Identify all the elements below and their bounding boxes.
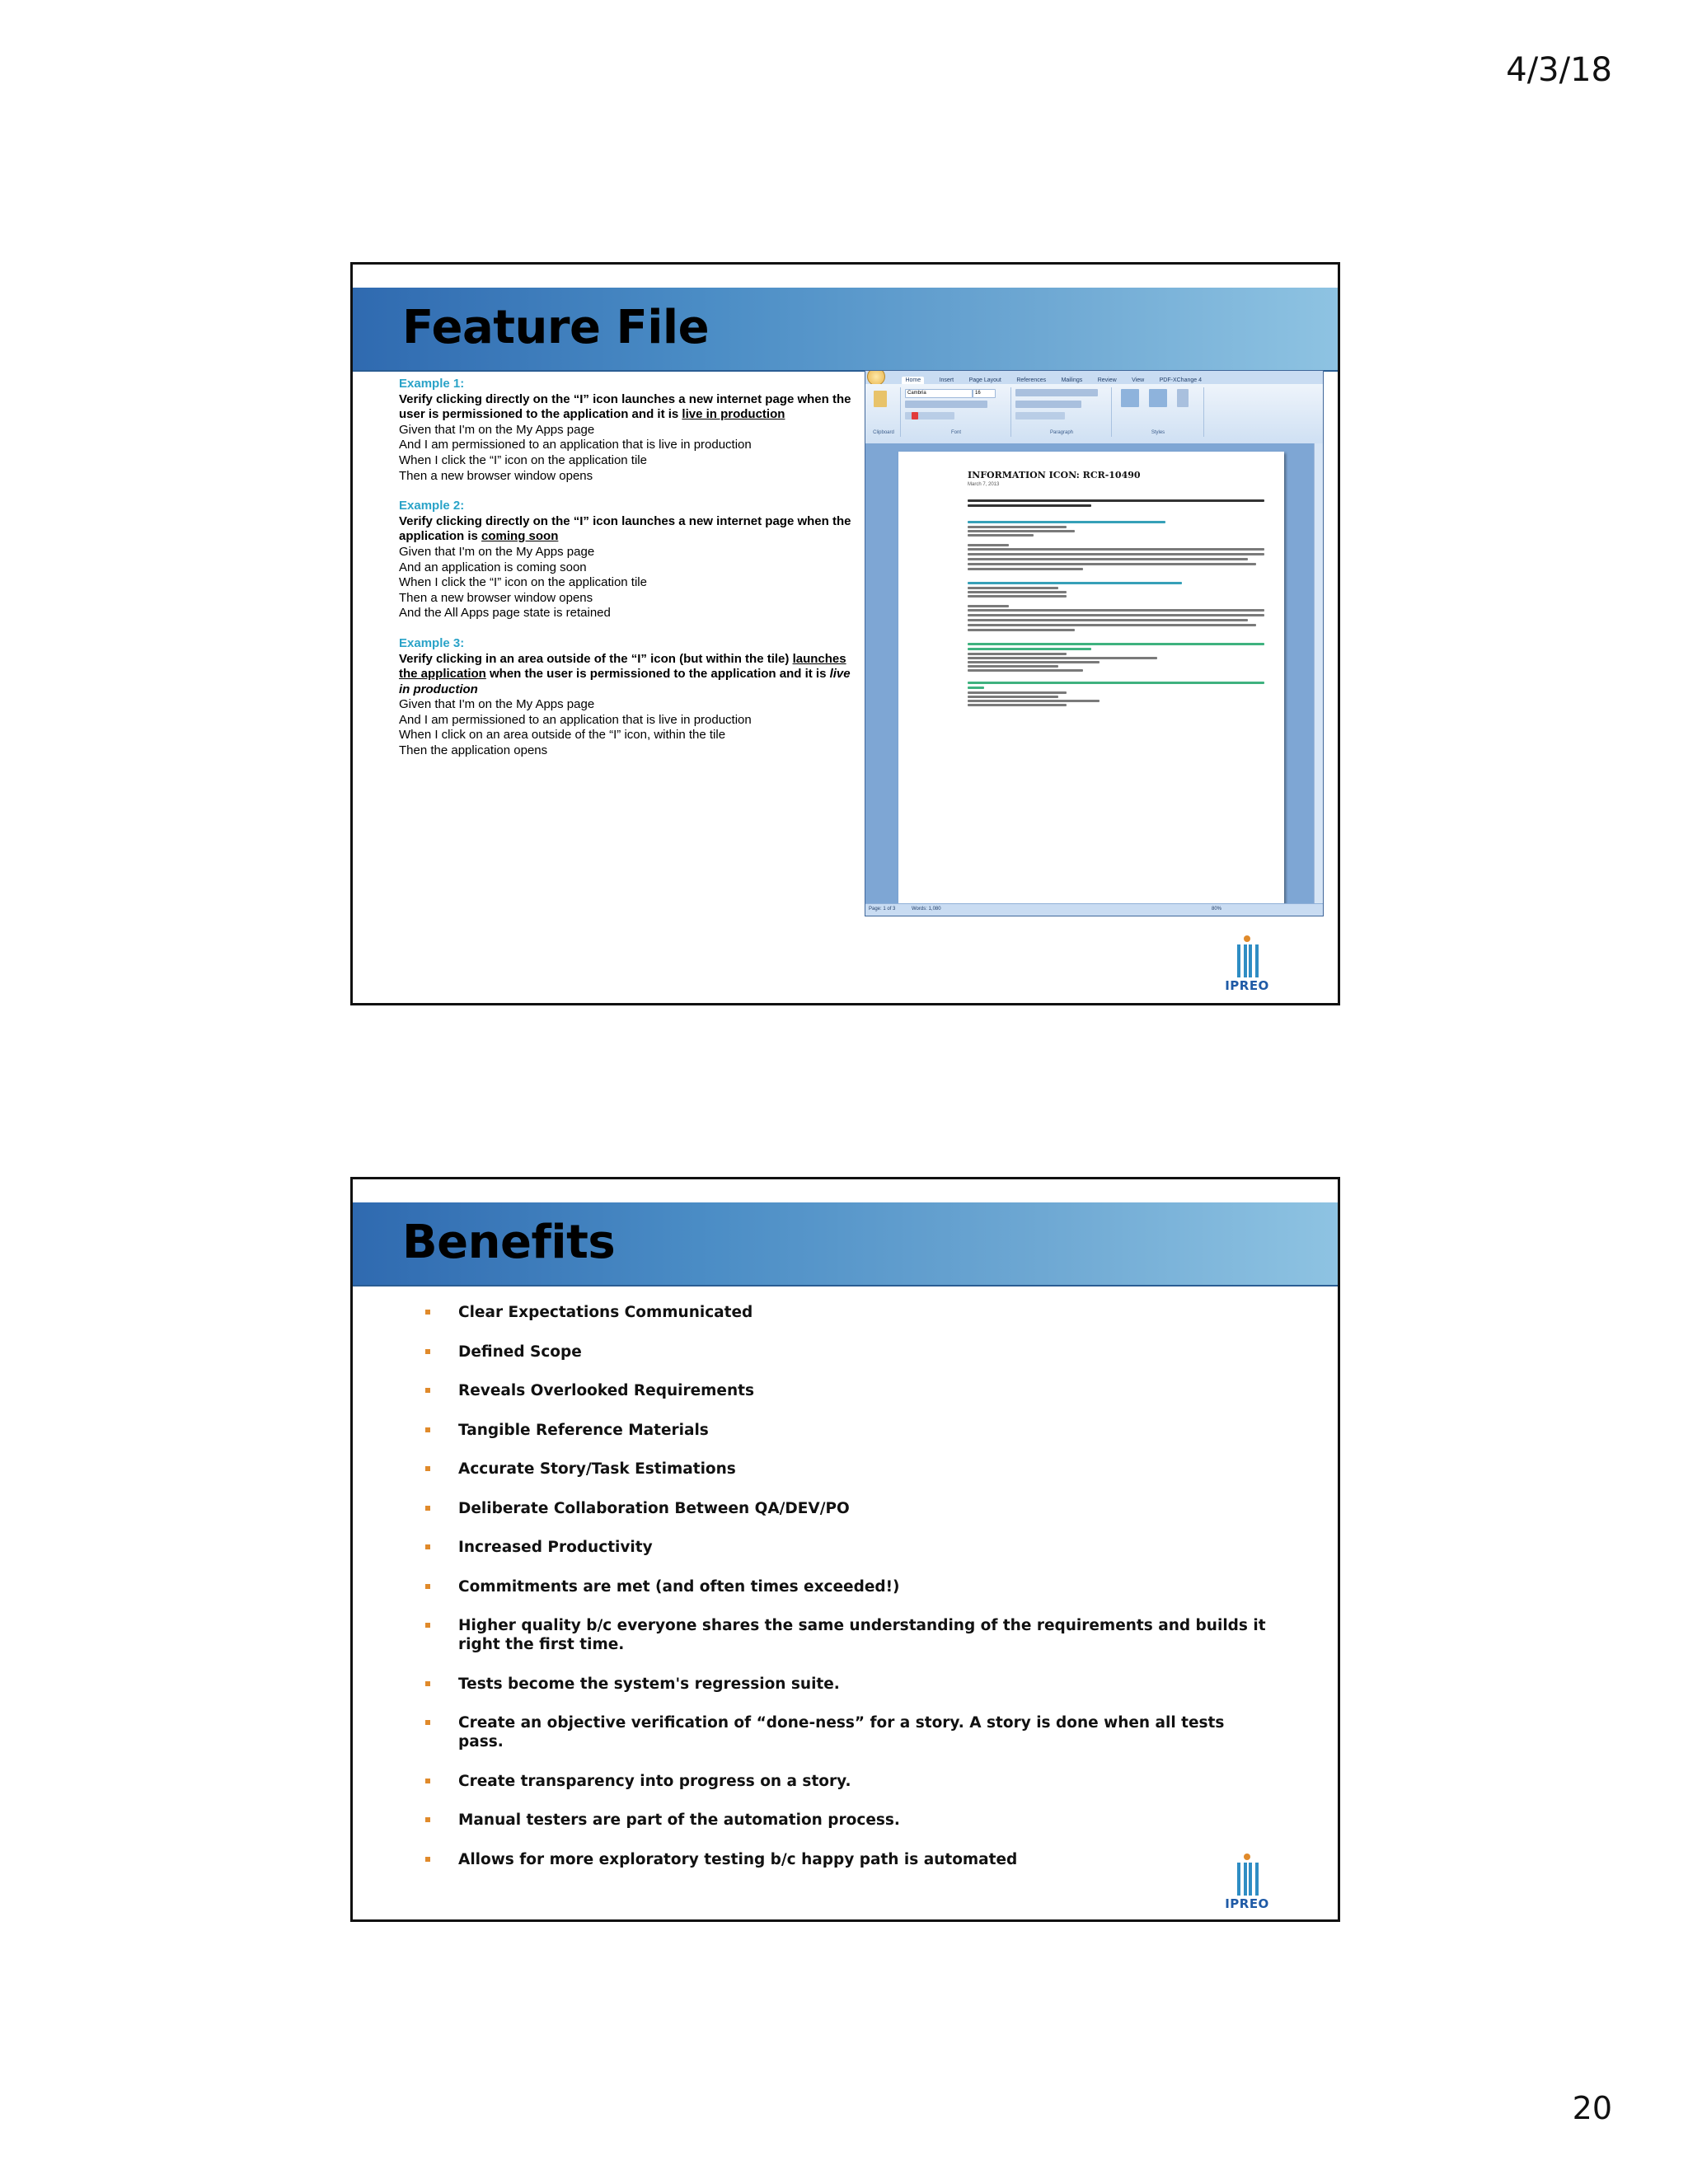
bullet-icon [425,1349,430,1354]
font-name-box: Cambria [905,389,973,398]
doc-line [968,595,1067,598]
doc-line [968,553,1264,555]
bullet-icon [425,1779,430,1783]
example-step: When I click on an area outside of the “I” icon, within the tile [399,728,726,743]
feature-examples [399,377,860,774]
vertical-scrollbar [1314,443,1323,904]
example-step: And an application is coming soon [399,560,587,574]
list-item: Manual testers are part of the automation process. [425,1811,1266,1830]
example-1 [399,377,860,484]
doc-line [968,665,1058,668]
doc-line [968,587,1058,589]
doc-line [968,669,1083,672]
doc-line [968,499,1264,502]
list-item: Tests become the system's regression suite. [425,1675,1266,1694]
bullet-icon [425,1310,430,1315]
tab-pdf-xchange: PDF-XChange 4 [1159,377,1202,383]
document-area [865,443,1323,904]
slide-benefits [350,1177,1340,1922]
logo-dot [1244,1854,1250,1860]
example-step: Given that I'm on the My Apps page [399,544,595,559]
paste-icon [874,391,887,407]
example-step: And I am permissioned to an application that is live in production [399,438,752,452]
group-label: Clipboard [873,430,894,435]
doc-title: INFORMATION ICON: RCR-10490 [968,470,1141,480]
doc-line [968,563,1256,565]
list-item: Allows for more exploratory testing b/c happy path is automated [425,1850,1266,1869]
spacing-buttons [1015,412,1065,419]
slide-title: Feature File [402,301,710,354]
bullet-icon [425,1427,430,1432]
list-item: Commitments are met (and often times exceeded!) [425,1577,1266,1596]
bullet-icon [425,1623,430,1628]
bullet-icon [425,1544,430,1549]
doc-line [968,619,1248,621]
doc-line [968,558,1248,560]
doc-line [968,526,1067,528]
status-zoom: 80% [1212,907,1222,912]
example-step: Given that I'm on the My Apps page [399,422,595,437]
group-label: Paragraph [1049,430,1074,435]
benefits-list [425,1303,1266,1889]
example-label: Example 3: [399,635,465,650]
example-step: When I click the “I” icon on the application tile [399,452,647,467]
ipreo-logo [1222,1854,1272,1913]
font-color-icon [912,412,918,419]
clipboard-group [867,387,901,437]
ribbon-tabs [865,371,1323,384]
example-step: And the All Apps page state is retained [399,606,611,621]
doc-line [968,521,1165,523]
bullet-icon [425,1584,430,1589]
example-heading: Verify clicking in an area outside of the “I” icon (but within the tile) launches the application when the user is permissioned to the application and it is live in production [399,651,851,696]
tab-home: Home [902,377,924,384]
tab-review: Review [1097,377,1117,383]
logo-dot [1244,935,1250,942]
list-item: Tangible Reference Materials [425,1421,1266,1440]
list-buttons [1015,389,1098,396]
bullet-icon [425,1466,430,1471]
example-label: Example 2: [399,499,465,513]
list-item: Defined Scope [425,1343,1266,1361]
change-styles-icon [1149,389,1167,407]
example-heading: Verify clicking directly on the “I” icon launches a new internet page when the user is permissioned to the application and it is live in production [399,391,851,422]
example-step: Then a new browser window opens [399,590,593,605]
example-3 [399,636,860,759]
example-step: When I click the “I” icon on the application tile [399,575,647,590]
doc-line [968,700,1100,702]
doc-line [968,648,1091,650]
tab-references: References [1016,377,1047,383]
ribbon [865,384,1323,444]
group-label: Styles [1151,430,1165,435]
doc-line [968,691,1067,694]
logo-bars [1234,1863,1260,1896]
example-2 [399,499,860,621]
doc-line [968,704,1067,706]
status-page: Page: 1 of 3 [869,907,896,912]
styles-group [1113,387,1204,437]
editing-icon [1177,389,1189,407]
status-bar [865,903,1323,916]
doc-line [968,582,1182,584]
doc-line [968,548,1264,551]
doc-line [968,682,1264,684]
doc-line [968,696,1058,698]
logo-text: IPREO [1225,978,1269,993]
word-document-screenshot [865,370,1324,916]
list-item: Create transparency into progress on a story. [425,1772,1266,1791]
font-size-box: 16 [973,389,996,398]
page-number: 20 [1572,2090,1612,2126]
slide-title: Benefits [402,1216,616,1269]
doc-line [968,661,1100,663]
bullet-icon [425,1506,430,1511]
list-item: Reveals Overlooked Requirements [425,1381,1266,1400]
doc-line [968,643,1264,645]
list-item: Clear Expectations Communicated [425,1303,1266,1322]
status-words: Words: 1,080 [912,907,941,912]
example-label: Example 1: [399,377,465,391]
doc-line [968,609,1264,612]
paragraph-group [1012,387,1112,437]
bullet-icon [425,1388,430,1393]
doc-line [968,605,1009,607]
slide-feature-file [350,262,1340,1005]
tab-mailings: Mailings [1061,377,1083,383]
bullet-icon [425,1720,430,1725]
list-item: Deliberate Collaboration Between QA/DEV/PO [425,1499,1266,1518]
page-date: 4/3/18 [1506,51,1612,89]
list-item: Create an objective verification of “done-ness” for a story. A story is done when all tests pass. [425,1713,1266,1751]
doc-line [968,657,1157,659]
example-step: Then the application opens [399,743,548,758]
example-step: Given that I'm on the My Apps page [399,697,595,712]
tab-insert: Insert [939,377,954,383]
list-item: Increased Productivity [425,1538,1266,1557]
doc-line [968,653,1067,655]
ipreo-logo [1222,935,1272,995]
example-heading: Verify clicking directly on the “I” icon launches a new internet page when the application is coming soon [399,513,851,544]
logo-text: IPREO [1225,1896,1269,1911]
example-step: And I am permissioned to an application that is live in production [399,712,752,727]
document-page [898,452,1284,916]
tab-view: View [1132,377,1145,383]
group-label: Font [950,430,961,435]
bullet-icon [425,1681,430,1686]
doc-line [968,530,1075,532]
tab-page-layout: Page Layout [968,377,1001,383]
doc-line [968,534,1034,537]
example-step: Then a new browser window opens [399,468,593,483]
doc-line [968,629,1075,631]
bullet-icon [425,1817,430,1822]
list-item: Higher quality b/c everyone shares the same understanding of the requirements and builds it right the first time. [425,1616,1266,1654]
doc-line [968,591,1067,593]
quick-styles-icon [1121,389,1139,407]
list-item: Accurate Story/Task Estimations [425,1460,1266,1479]
doc-line [968,504,1091,507]
doc-line [968,624,1256,626]
doc-line [968,568,1083,570]
slide-title-banner [353,288,1338,372]
doc-line [968,687,984,689]
format-buttons [905,401,987,408]
logo-bars [1234,944,1260,977]
doc-line [968,614,1264,616]
doc-line [968,544,1009,546]
doc-date: March 7, 2013 [968,482,1000,487]
bullet-icon [425,1857,430,1862]
slide-title-banner [353,1202,1338,1286]
align-buttons [1015,401,1081,408]
font-group [902,387,1011,437]
